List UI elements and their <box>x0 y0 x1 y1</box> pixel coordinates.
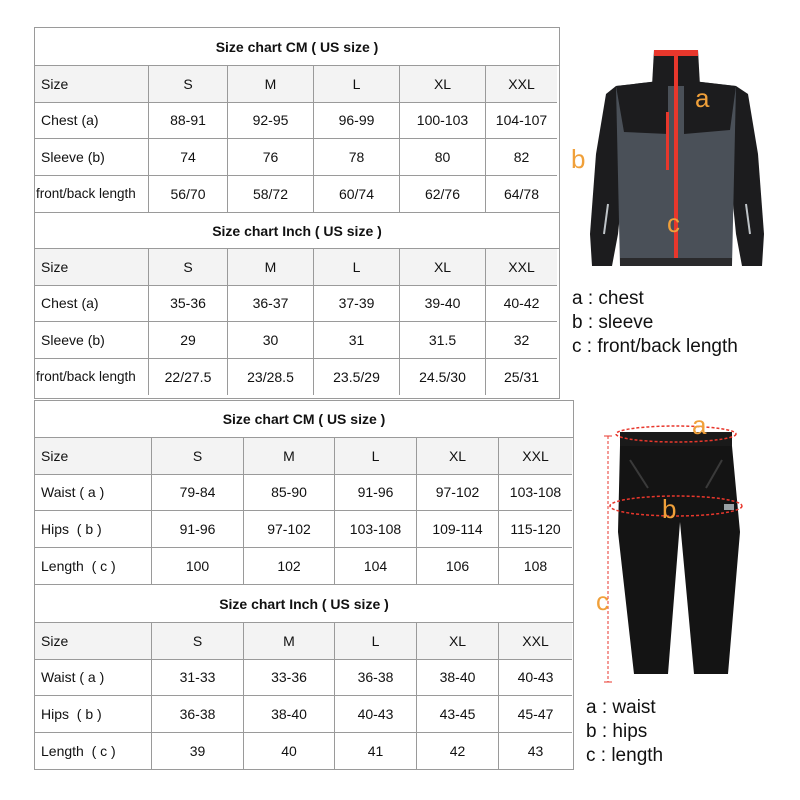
value-cell: 39-40 <box>400 286 486 323</box>
pants-image <box>590 412 790 687</box>
table-header-row <box>35 623 573 660</box>
value-cell: 104 <box>335 548 417 585</box>
jacket-inch-title: Size chart Inch ( US size ) <box>35 212 559 249</box>
value-cell: 23/28.5 <box>228 359 314 396</box>
jacket-marker-b: b <box>571 144 586 174</box>
value-cell: 106 <box>417 548 499 585</box>
measure-label-cell: front/back length <box>35 359 149 396</box>
pants-size-chart <box>34 400 574 770</box>
measure-label-cell: Chest (a) <box>35 286 149 323</box>
value-cell: 91-96 <box>335 475 417 512</box>
value-cell: 31.5 <box>400 322 486 359</box>
value-cell: 39 <box>152 733 244 770</box>
size-column-header: L <box>314 66 400 103</box>
measure-label-cell: Waist ( a ) <box>35 475 152 512</box>
value-cell: 25/31 <box>503 368 540 385</box>
value-cell: 92-95 <box>228 103 314 140</box>
table-row <box>35 733 573 770</box>
measure-label-cell: Hips ( b ) <box>35 511 152 548</box>
pants-legend <box>586 696 663 768</box>
value-cell: 41 <box>335 733 417 770</box>
jacket-legend-c: c : front/back length <box>572 336 738 357</box>
pants-inch-table <box>35 623 573 769</box>
value-cell: 102 <box>244 548 335 585</box>
table-header-row <box>35 438 573 475</box>
value-cell: 88-91 <box>149 103 228 140</box>
table-row <box>35 286 559 323</box>
value-cell: 38-40 <box>244 696 335 733</box>
value-cell: 80 <box>400 139 486 176</box>
pants-marker-a: a <box>692 410 707 440</box>
value-cell: 104-107 <box>486 103 557 140</box>
size-column-header: M <box>244 438 335 475</box>
value-cell: 40 <box>244 733 335 770</box>
value-cell: 100-103 <box>400 103 486 140</box>
value-cell: 45-47 <box>499 696 572 733</box>
size-header-cell: Size <box>35 438 152 475</box>
table-row <box>35 660 573 697</box>
table-row <box>35 511 573 548</box>
value-cell: 43-45 <box>417 696 499 733</box>
value-cell: 40-43 <box>335 696 417 733</box>
size-column-header: M <box>228 249 314 286</box>
size-column-header: S <box>149 249 228 286</box>
table-row <box>35 475 573 512</box>
value-cell: 97-102 <box>244 511 335 548</box>
value-cell: 82 <box>486 139 557 176</box>
size-column-header: XL <box>417 623 499 660</box>
value-cell: 29 <box>149 322 228 359</box>
value-cell: 96-99 <box>314 103 400 140</box>
size-column-header: M <box>228 66 314 103</box>
pants-cm-table <box>35 438 573 584</box>
jacket-cm-table <box>35 66 559 212</box>
size-column-header: XXL <box>499 438 572 475</box>
size-column-header: S <box>149 66 228 103</box>
table-row <box>35 696 573 733</box>
value-cell: 40-42 <box>486 286 557 323</box>
size-column-header: XXL <box>486 249 557 286</box>
value-cell: 56/70 <box>149 176 228 213</box>
size-column-header: XXL <box>499 623 572 660</box>
value-cell: 22/27.5 <box>149 359 228 396</box>
size-header-cell: Size <box>35 66 149 103</box>
pants-legend-a: a : waist <box>586 697 656 718</box>
table-row <box>35 139 559 176</box>
value-cell: 36-37 <box>228 286 314 323</box>
table-row <box>35 176 559 213</box>
size-column-header: L <box>335 623 417 660</box>
value-cell: 103-108 <box>335 511 417 548</box>
size-column-header: M <box>244 623 335 660</box>
jacket-inch-table <box>35 249 559 395</box>
measure-label-cell: Sleeve (b) <box>35 139 149 176</box>
pants-marker-b: b <box>662 494 677 524</box>
jacket-cm-title: Size chart CM ( US size ) <box>35 28 559 66</box>
size-column-header: XL <box>417 438 499 475</box>
value-cell: 30 <box>228 322 314 359</box>
pants-legend-c: c : length <box>586 745 664 766</box>
jacket-marker-a: a <box>695 83 710 113</box>
value-cell: 23.5/29 <box>314 359 400 396</box>
measure-label-cell: Waist ( a ) <box>35 660 152 697</box>
value-cell: 31 <box>314 322 400 359</box>
value-cell: 33-36 <box>244 660 335 697</box>
value-cell: 74 <box>149 139 228 176</box>
table-header-row <box>35 249 559 286</box>
value-cell: 37-39 <box>314 286 400 323</box>
value-cell: 24.5/30 <box>400 359 486 396</box>
jacket-legend-a: a : chest <box>572 288 644 309</box>
jacket-legend <box>572 287 738 359</box>
value-cell: 100 <box>152 548 244 585</box>
jacket-size-chart <box>34 27 560 399</box>
measure-label-cell: Length ( c ) <box>35 733 152 770</box>
value-cell: 97-102 <box>417 475 499 512</box>
size-column-header: XXL <box>486 66 557 103</box>
value-cell: 35-36 <box>149 286 228 323</box>
measure-label-cell: Hips ( b ) <box>35 696 152 733</box>
value-cell: 36-38 <box>335 660 417 697</box>
value-cell: 91-96 <box>152 511 244 548</box>
value-cell: 36-38 <box>152 696 244 733</box>
pants-inch-title: Size chart Inch ( US size ) <box>35 584 573 623</box>
pants-cm-title: Size chart CM ( US size ) <box>35 401 573 438</box>
value-cell: 108 <box>523 557 548 574</box>
table-row <box>35 359 559 396</box>
measure-label-cell: Sleeve (b) <box>35 322 149 359</box>
pants-marker-c: c <box>596 586 609 616</box>
value-cell: 85-90 <box>244 475 335 512</box>
value-cell: 40-43 <box>499 660 572 697</box>
jacket-marker-c: c <box>667 208 680 238</box>
measure-label-cell: Chest (a) <box>35 103 149 140</box>
value-cell: 38-40 <box>417 660 499 697</box>
size-header-cell: Size <box>35 623 152 660</box>
pants-legend-b: b : hips <box>586 721 648 742</box>
size-header-cell: Size <box>35 249 149 286</box>
value-cell: 76 <box>228 139 314 176</box>
jacket-legend-b: b : sleeve <box>572 312 654 333</box>
measure-label-cell: front/back length <box>35 176 149 213</box>
measure-label-cell: Length ( c ) <box>35 548 152 585</box>
value-cell: 62/76 <box>400 176 486 213</box>
value-cell: 109-114 <box>417 511 499 548</box>
size-column-header: L <box>335 438 417 475</box>
value-cell: 58/72 <box>228 176 314 213</box>
size-column-header: S <box>152 623 244 660</box>
value-cell: 78 <box>314 139 400 176</box>
size-column-header: XL <box>400 66 486 103</box>
value-cell: 32 <box>486 322 557 359</box>
value-cell: 64/78 <box>503 185 540 202</box>
value-cell: 42 <box>417 733 499 770</box>
size-column-header: S <box>152 438 244 475</box>
value-cell: 43 <box>527 742 544 759</box>
size-column-header: L <box>314 249 400 286</box>
table-row <box>35 103 559 140</box>
size-column-header: XL <box>400 249 486 286</box>
value-cell: 79-84 <box>152 475 244 512</box>
table-header-row <box>35 66 559 103</box>
table-row <box>35 322 559 359</box>
value-cell: 115-120 <box>499 511 572 548</box>
value-cell: 31-33 <box>152 660 244 697</box>
value-cell: 103-108 <box>499 475 572 512</box>
value-cell: 60/74 <box>314 176 400 213</box>
table-row <box>35 548 573 585</box>
